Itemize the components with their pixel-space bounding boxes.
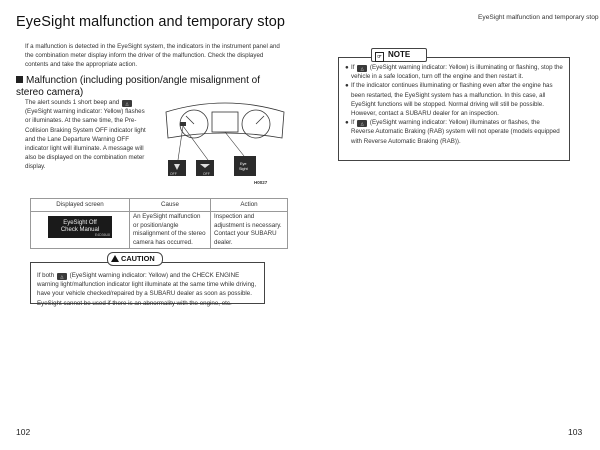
- eyesight-warning-icon: △: [357, 120, 367, 127]
- eyesight-warning-icon: △: [122, 100, 132, 107]
- table-header-cause: Cause: [130, 199, 211, 212]
- note-item: ● If the indicator continues illuminating or flashing even after the engine has been restarted, the EyeSight system has a malfunction. In this case, all EyeSight functions will be stopped. Normal driving will still be possible. However, contact a SUBARU dealer for an inspection.: [345, 82, 553, 118]
- note-item: ● If △ (EyeSight warning indicator: Yellow) is illuminating or flashing, stop the vehicle in a safe location, turn off the engine and then restart it.: [345, 64, 563, 81]
- instrument-panel-illustration: [160, 98, 290, 188]
- intro-paragraph: If a malfunction is detected in the EyeSight system, the indicators in the instrument panel and the combination meter display inform the driver of the malfunction. Check the displayed contents and take the appropriate action.: [25, 43, 280, 69]
- fig-display-line2: Sight: [239, 167, 248, 171]
- body-part1: The alert sounds 1 short beep and: [25, 99, 120, 106]
- running-header: EyeSight malfunction and temporary stop: [478, 14, 599, 21]
- caution-box: [30, 262, 265, 307]
- body-part2: (EyeSight warning indicator: Yellow) flashes or illuminates. At the same time, the Pre-Collision Braking System OFF indicator light and the Lane Departure Warning OFF indicator light will illuminate. A message will also be displayed on the combination meter display.: [25, 108, 146, 171]
- figure-id: H0027: [254, 180, 268, 185]
- screen-line1: EyeSight Off: [63, 220, 97, 227]
- note-item: ● If △ (EyeSight warning indicator: Yellow) illuminates or flashes, the Reverse Automatic Braking (RAB) system will not operate (models equipped with Reverse Automatic Braking (RAB)).: [345, 119, 560, 145]
- screen-code: E4D36U8: [94, 233, 110, 238]
- caution-label: [107, 252, 163, 266]
- fig-off-label-1: OFF: [170, 172, 177, 176]
- screen-cell: [31, 212, 130, 249]
- note-item-3-pre: If: [351, 119, 355, 127]
- section-heading-text: Malfunction (including position/angle misalignment of stereo camera): [16, 75, 261, 98]
- page-number-right: 103: [568, 427, 583, 437]
- note-label-text: NOTE: [388, 50, 411, 59]
- note-item-1-pre: If: [351, 64, 355, 71]
- note-label: [371, 48, 427, 62]
- screen-line2: Check Manual: [60, 227, 100, 234]
- caution-text1: If both: [37, 272, 55, 279]
- message-table: [30, 198, 288, 249]
- action-cell: Inspection and adjustment is necessary. Contact your SUBARU dealer.: [211, 212, 288, 249]
- caution-text2: (EyeSight warning indicator: Yellow) and the CHECK ENGINE warning light/malfunction indicator light illuminate at the same time while driving, have your vehicle checked/repaired by a SUBARU dealer as soon as possible. EyeSight cannot be used if there is an abnormality with the engine, etc.: [37, 272, 257, 307]
- table-header-action: Action: [211, 199, 288, 212]
- fig-off-label-2: OFF: [203, 172, 210, 176]
- malfunction-body: [25, 98, 151, 172]
- note-item-2-text: If the indicator continues illuminating or flashing even after the engine has been restarted, the EyeSight system has a malfunction. In this case, all EyeSight functions will be stopped. Normal driving will still be possible. However, contact a SUBARU dealer for an inspection.: [351, 82, 553, 118]
- warning-triangle-icon: [111, 255, 119, 262]
- table-row: [31, 212, 288, 249]
- note-item-3-text: (EyeSight warning indicator: Yellow) illuminates or flashes, the Reverse Automatic Braking (RAB) system will not operate (models equipped with Reverse Automatic Braking (RAB)).: [351, 119, 560, 145]
- dashboard-drawing: [160, 98, 290, 188]
- section-heading: [16, 75, 286, 98]
- note-item-1-text: (EyeSight warning indicator: Yellow) is illuminating or flashing, stop the vehicle in a safe location, turn off the engine and then restart it.: [351, 64, 563, 81]
- cause-cell: An EyeSight malfunction or position/angle misalignment of the stereo camera has occurred.: [130, 212, 211, 249]
- eyesight-warning-icon: △: [357, 65, 367, 72]
- hand-pointer-icon: ☞: [375, 52, 384, 62]
- meter-display-screen: [48, 216, 112, 238]
- page-title: EyeSight malfunction and temporary stop: [16, 14, 286, 30]
- square-bullet-icon: [16, 76, 23, 83]
- eyesight-warning-icon: △: [57, 273, 67, 280]
- table-header-screen: Displayed screen: [31, 199, 130, 212]
- page-number-left: 102: [16, 427, 31, 437]
- fig-display-line1: Eye: [240, 162, 247, 166]
- caution-label-text: CAUTION: [121, 254, 155, 263]
- note-box: [338, 57, 570, 161]
